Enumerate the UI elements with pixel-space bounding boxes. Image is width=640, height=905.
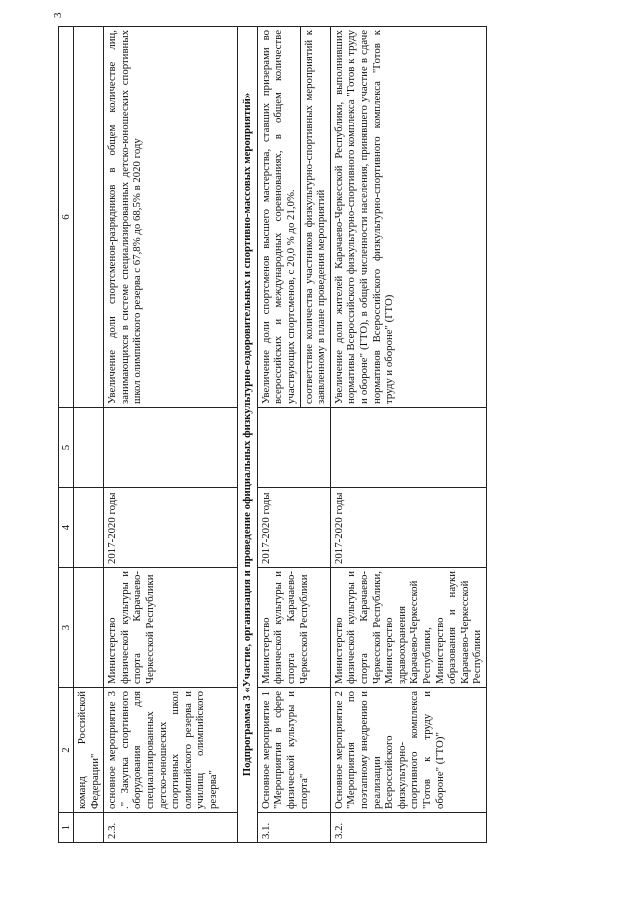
page-number: 3 (52, 12, 64, 18)
result-cell-secondary: соответствие количества участников физкультурно-спортивных мероприятий к заявленному в плане проведения мероприятий (300, 27, 330, 408)
table-row (74, 27, 104, 843)
col5-cell (257, 408, 330, 488)
executor-cell: Министерство физической культуры и спорта Карачаево-Черкесской Республики (257, 568, 330, 688)
column-number: 1 (59, 813, 74, 843)
period-cell: 2017-2020 годы (257, 488, 330, 568)
subprogram-header-row (238, 27, 258, 843)
result-cell: Увеличение доли спортсменов-разрядников в общем количестве лиц, занимающихся в системе специализированных детско-юношеских спортивных школ олимпийского резерва с 67,8% до 68,5% в 2020 году (104, 27, 238, 408)
executor-cell: Министерство физической культуры и спорта Карачаево-Черкесской Республики (104, 568, 238, 688)
result-cell: Увеличение доли спортсменов высшего мастерства, ставших призерами во всероссийских и международных соревнованиях, в общем количестве участвующих спортсменов, с 20,0 % до 21,0%. (257, 27, 300, 408)
row-number-cell: 3.1. (257, 813, 330, 843)
col5-cell (74, 408, 104, 488)
period-cell (74, 488, 104, 568)
row-number-cell: 2.3. (104, 813, 238, 843)
event-cell: Основное мероприятие 2 "Мероприятия по поэтапному внедрению и реализации Всероссийского физкультурно-спортивного комплекса "Готов к труду и обороне" (ГТО)" (330, 688, 486, 813)
event-cell: команд Российской Федерации" (74, 688, 104, 813)
result-cell (74, 27, 104, 408)
program-events-table (58, 26, 487, 843)
column-number: 4 (59, 488, 74, 568)
table-row (330, 27, 486, 843)
period-cell: 2017-2020 годы (330, 488, 486, 568)
event-cell: Основное мероприятие 1 "Мероприятия в сфере физической культуры и спорта" (257, 688, 330, 813)
column-number: 3 (59, 568, 74, 688)
event-cell: основное мероприятие 3 ." Закупка спортивного оборудования для специализированных детско-юношеских спортивных школ олимпийского резерва и училищ олимпийского резерва" (104, 688, 238, 813)
executor-cell (74, 568, 104, 688)
row-number-cell: 3.2. (330, 813, 486, 843)
col5-cell (104, 408, 238, 488)
col5-cell (330, 408, 486, 488)
column-number: 2 (59, 688, 74, 813)
column-number-row (59, 27, 74, 843)
column-number: 5 (59, 408, 74, 488)
column-number: 6 (59, 27, 74, 408)
period-cell: 2017-2020 годы (104, 488, 238, 568)
result-cell: Увеличение доли жителей Карачаево-Черкесской Республики, выполнивших нормативы Всероссийского физкультурно-спортивного комплекса "Готов к труду и обороне" (ГТО), в общей численности населения, принявшего участие в сдаче нормативов Всероссийского физкультурно-спортивного комплекса "Готов к труду и обороне" (ГТО) (330, 27, 486, 408)
subprogram-title: Подпрограмма 3 «Участие, организация и проведение официальных физкультурно-оздоровительных и спортивно-массовых мероприятий» (238, 27, 258, 843)
executor-cell: Министерство физической культуры и спорта Карачаево-Черкесской Республики, Министерство здравоохранения Карачаево-Черкесской Республики, Министерство образования и науки Карачаево-Черкесской Республики (330, 568, 486, 688)
table-row (257, 27, 300, 843)
table-row (104, 27, 238, 843)
row-number-cell (74, 813, 104, 843)
